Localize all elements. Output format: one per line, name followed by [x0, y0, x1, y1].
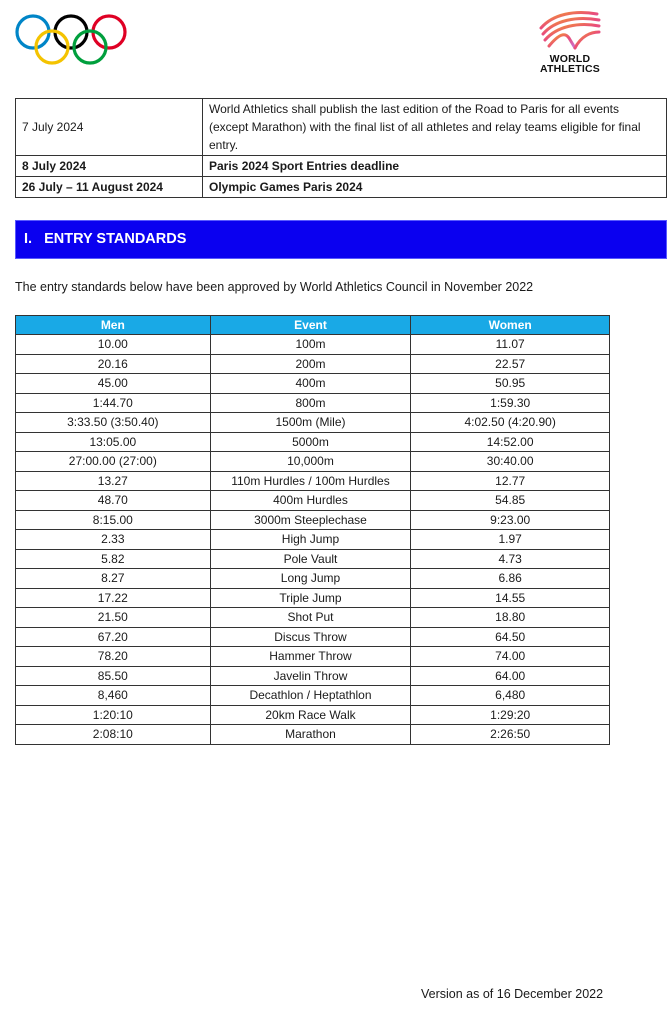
men-standard-cell: 5.82 [16, 549, 211, 569]
section-number: I. [24, 231, 33, 247]
event-name-cell: 5000m [210, 432, 411, 452]
table-row [16, 335, 610, 355]
men-standard-cell: 21.50 [16, 608, 211, 628]
women-standard-cell: 9:23.00 [411, 510, 610, 530]
event-name-cell: Decathlon / Heptathlon [210, 686, 411, 706]
event-name-cell: Discus Throw [210, 627, 411, 647]
men-standard-cell: 3:33.50 (3:50.40) [16, 413, 211, 433]
version-note: Version as of 16 December 2022 [421, 987, 604, 1001]
table-row [16, 491, 610, 511]
event-name-cell: Javelin Throw [210, 666, 411, 686]
table-row [16, 354, 610, 374]
women-standard-cell: 14.55 [411, 588, 610, 608]
table-row [16, 452, 610, 472]
table-row [16, 530, 610, 550]
women-standard-cell: 22.57 [411, 354, 610, 374]
event-name-cell: 110m Hurdles / 100m Hurdles [210, 471, 411, 491]
timeline-description: World Athletics shall publish the last edition of the Road to Paris for all events (except Marathon) with the final list of all athletes and relay teams eligible for final entry. [203, 99, 667, 156]
world-athletics-logo [532, 8, 608, 78]
men-standard-cell: 27:00.00 (27:00) [16, 452, 211, 472]
women-standard-cell: 6,480 [411, 686, 610, 706]
men-standard-cell: 78.20 [16, 647, 211, 667]
event-name-cell: 400m [210, 374, 411, 394]
table-row [16, 666, 610, 686]
table-row [16, 413, 610, 433]
men-standard-cell: 45.00 [16, 374, 211, 394]
timeline-description: Paris 2024 Sport Entries deadline [203, 156, 667, 177]
table-row [16, 588, 610, 608]
event-name-cell: 3000m Steeplechase [210, 510, 411, 530]
women-standard-cell: 18.80 [411, 608, 610, 628]
event-name-cell: 10,000m [210, 452, 411, 472]
event-name-cell: Triple Jump [210, 588, 411, 608]
timeline-row [16, 99, 667, 156]
men-standard-cell: 2.33 [16, 530, 211, 550]
world-athletics-wordmark: WORLD ATHLETICS [540, 53, 600, 75]
column-header-men: Men [16, 316, 211, 335]
women-standard-cell: 64.50 [411, 627, 610, 647]
men-standard-cell: 10.00 [16, 335, 211, 355]
event-name-cell: Shot Put [210, 608, 411, 628]
table-row [16, 569, 610, 589]
men-standard-cell: 67.20 [16, 627, 211, 647]
men-standard-cell: 8:15.00 [16, 510, 211, 530]
table-row [16, 705, 610, 725]
women-standard-cell: 30:40.00 [411, 452, 610, 472]
event-name-cell: 800m [210, 393, 411, 413]
event-name-cell: 200m [210, 354, 411, 374]
women-standard-cell: 1:29:20 [411, 705, 610, 725]
event-name-cell: High Jump [210, 530, 411, 550]
women-standard-cell: 14:52.00 [411, 432, 610, 452]
world-athletics-emblem-icon [535, 8, 605, 54]
timeline-table [15, 98, 667, 198]
event-name-cell: 1500m (Mile) [210, 413, 411, 433]
olympic-rings-logo [14, 12, 128, 66]
women-standard-cell: 1:59.30 [411, 393, 610, 413]
timeline-description: Olympic Games Paris 2024 [203, 177, 667, 198]
event-name-cell: 20km Race Walk [210, 705, 411, 725]
table-row [16, 374, 610, 394]
women-standard-cell: 50.95 [411, 374, 610, 394]
column-header-women: Women [411, 316, 610, 335]
men-standard-cell: 8.27 [16, 569, 211, 589]
women-standard-cell: 6.86 [411, 569, 610, 589]
timeline-date: 8 July 2024 [16, 156, 203, 177]
table-row [16, 393, 610, 413]
table-row [16, 432, 610, 452]
men-standard-cell: 13.27 [16, 471, 211, 491]
event-name-cell: Pole Vault [210, 549, 411, 569]
men-standard-cell: 20.16 [16, 354, 211, 374]
table-row [16, 549, 610, 569]
women-standard-cell: 4:02.50 (4:20.90) [411, 413, 610, 433]
men-standard-cell: 1:20:10 [16, 705, 211, 725]
women-standard-cell: 12.77 [411, 471, 610, 491]
women-standard-cell: 4.73 [411, 549, 610, 569]
intro-text: The entry standards below have been approved by World Athletics Council in November 2022 [15, 280, 534, 294]
women-standard-cell: 64.00 [411, 666, 610, 686]
table-header-row [16, 316, 610, 335]
men-standard-cell: 8,460 [16, 686, 211, 706]
event-name-cell: 400m Hurdles [210, 491, 411, 511]
men-standard-cell: 17.22 [16, 588, 211, 608]
table-row [16, 686, 610, 706]
timeline-date: 26 July – 11 August 2024 [16, 177, 203, 198]
timeline-date: 7 July 2024 [16, 99, 203, 156]
men-standard-cell: 13:05.00 [16, 432, 211, 452]
entry-standards-table [15, 315, 610, 745]
women-standard-cell: 54.85 [411, 491, 610, 511]
timeline-row [16, 156, 667, 177]
event-name-cell: 100m [210, 335, 411, 355]
event-name-cell: Hammer Throw [210, 647, 411, 667]
table-row [16, 627, 610, 647]
table-row [16, 608, 610, 628]
event-name-cell: Long Jump [210, 569, 411, 589]
women-standard-cell: 1.97 [411, 530, 610, 550]
section-header [15, 220, 667, 259]
men-standard-cell: 1:44.70 [16, 393, 211, 413]
men-standard-cell: 48.70 [16, 491, 211, 511]
timeline-row [16, 177, 667, 198]
women-standard-cell: 11.07 [411, 335, 610, 355]
women-standard-cell: 74.00 [411, 647, 610, 667]
men-standard-cell: 85.50 [16, 666, 211, 686]
men-standard-cell: 2:08:10 [16, 725, 211, 745]
women-standard-cell: 2:26:50 [411, 725, 610, 745]
table-row [16, 510, 610, 530]
column-header-event: Event [210, 316, 411, 335]
table-row [16, 725, 610, 745]
event-name-cell: Marathon [210, 725, 411, 745]
table-row [16, 647, 610, 667]
section-title: ENTRY STANDARDS [44, 231, 187, 247]
table-row [16, 471, 610, 491]
